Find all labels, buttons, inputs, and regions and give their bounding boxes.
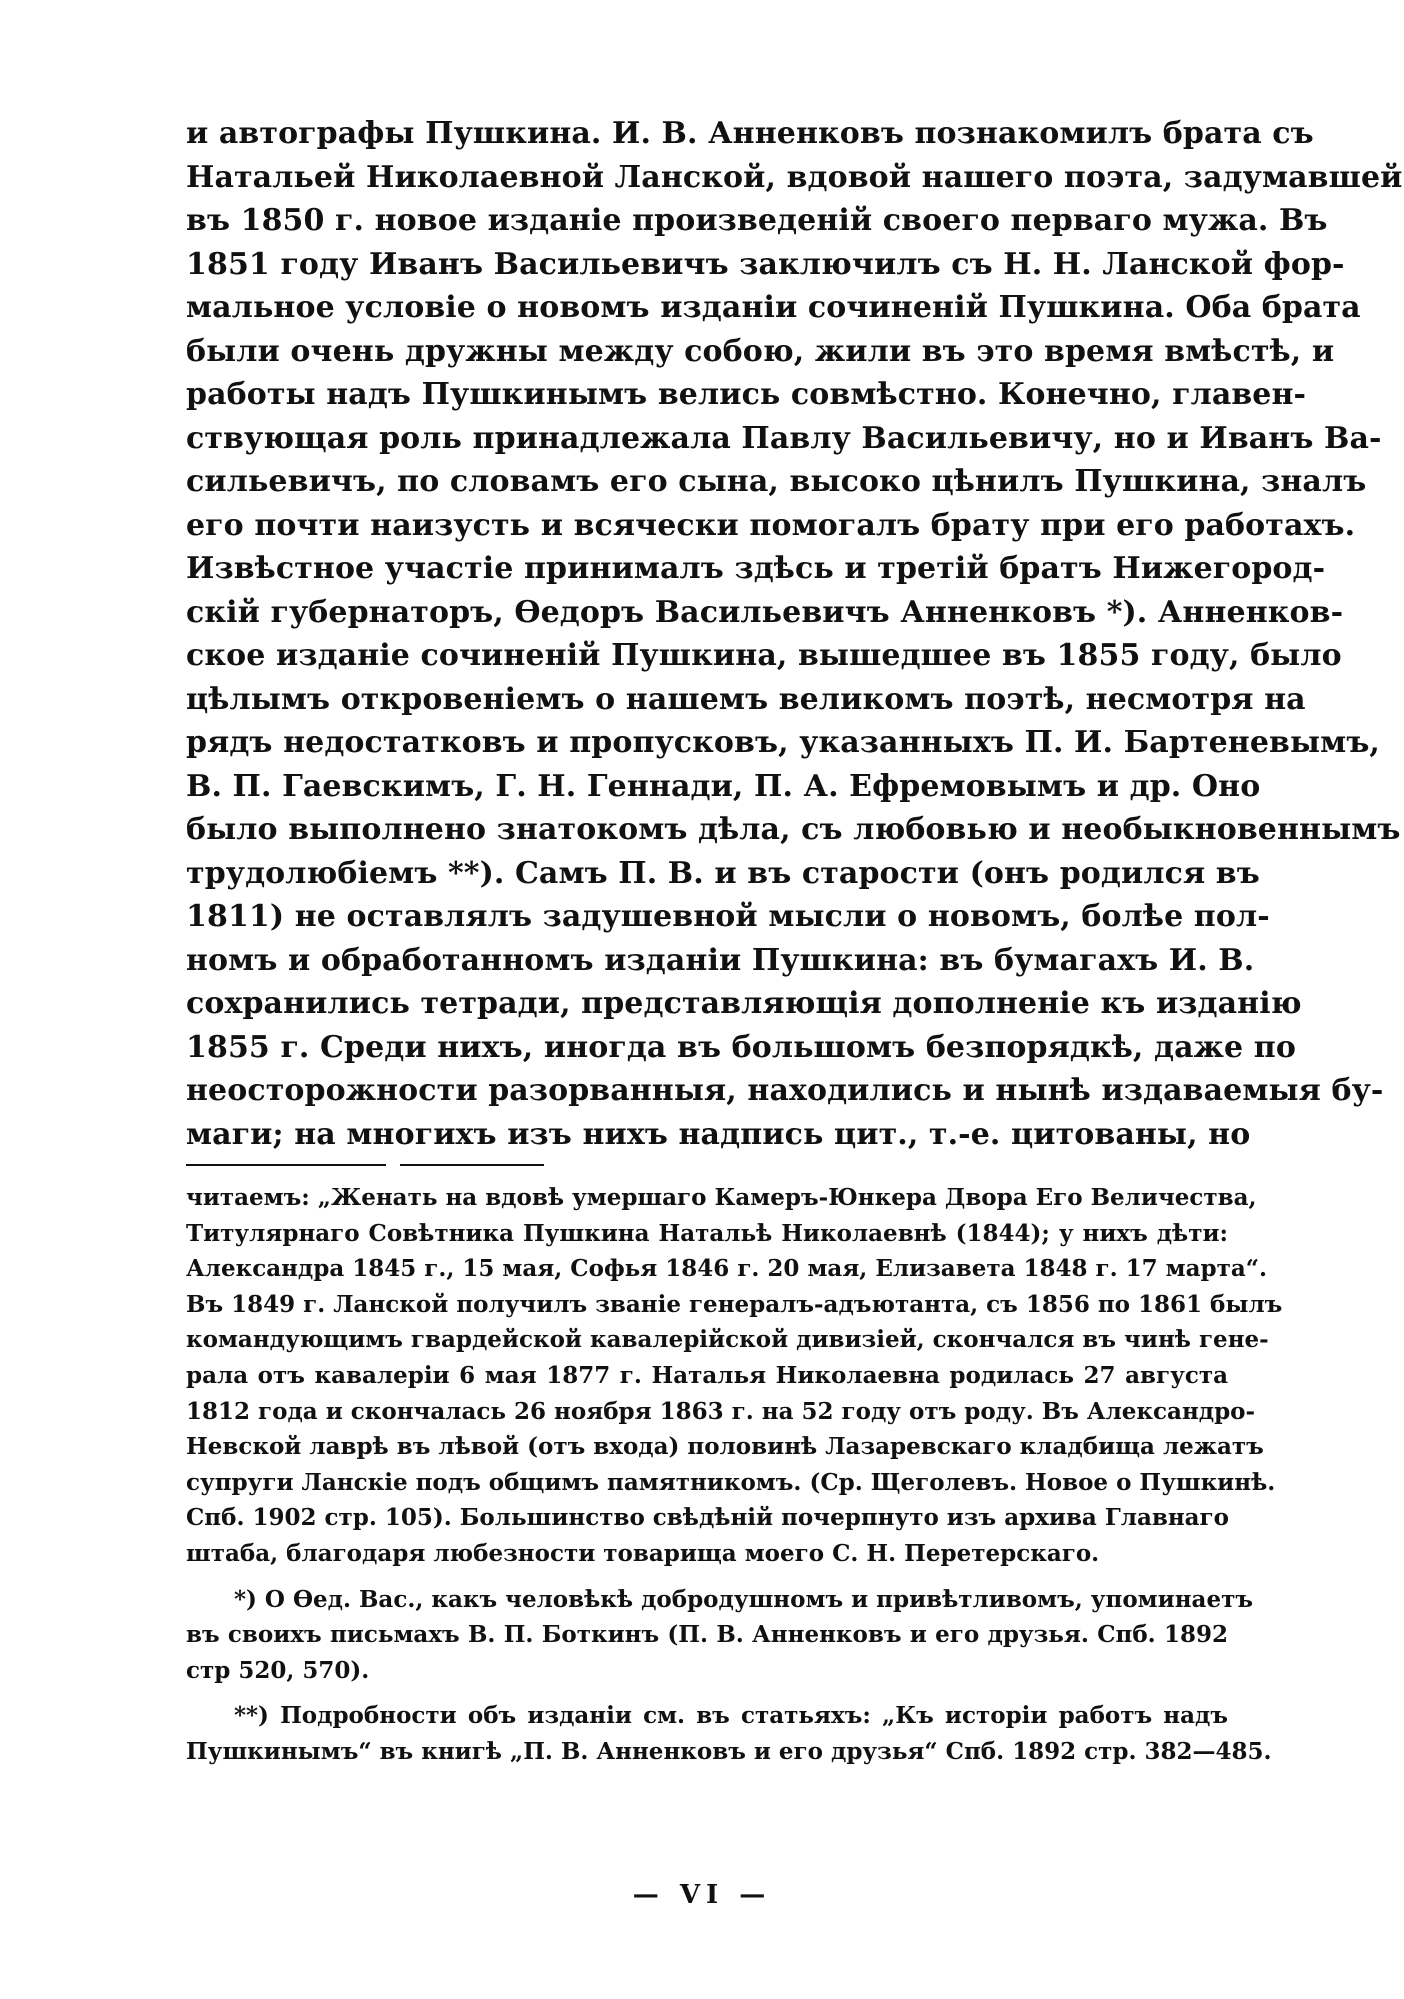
footnote-line: Александра 1845 г., 15 мая, Софья 1846 г. 20 мая, Елизавета 1848 г. 17 марта“.	[186, 1255, 1267, 1283]
text-line: маги; на многихъ изъ нихъ надпись цит., т.-е. цитованы, но	[186, 1116, 1251, 1152]
text-line: сохранились тетради, представляющія дополненіе къ изданію	[186, 986, 1302, 1021]
footnote-line: Невской лаврѣ въ лѣвой (отъ входа) половинѣ Лазаревскаго кладбища лежатъ	[186, 1433, 1264, 1461]
footnote-line: штаба, благодаря любезности товарища моего С. Н. Перетерскаго.	[186, 1539, 1100, 1567]
text-line: и автографы Пушкина. И. В. Анненковъ познакомилъ брата съ	[186, 116, 1314, 151]
page-number: — VI —	[632, 1880, 772, 1910]
footnote-1-line: стр 520, 570).	[186, 1656, 370, 1684]
text-line: 1855 г. Среди нихъ, иногда въ большомъ безпорядкѣ, даже по	[186, 1029, 1296, 1065]
footnote-line: Въ 1849 г. Ланской получилъ званіе генералъ-адъютанта, съ 1856 по 1861 былъ	[186, 1290, 1283, 1318]
text-line: въ 1850 г. новое изданіе произведеній своего перваго мужа. Въ	[186, 203, 1328, 238]
separator-rule	[400, 1164, 544, 1166]
main-text	[186, 112, 1403, 1156]
footnote-separator	[186, 1164, 546, 1170]
footnote-1-line: въ своихъ письмахъ В. П. Боткинъ (П. В. Анненковъ и его друзья. Спб. 1892	[186, 1621, 1228, 1649]
text-line: были очень дружны между собою, жили въ это время вмѣстѣ, и	[186, 333, 1335, 369]
footnotes	[186, 1180, 1283, 1770]
text-line: рядъ недостатковъ и пропусковъ, указанныхъ П. И. Бартеневымъ,	[186, 725, 1380, 760]
footnote-gap	[186, 1688, 1228, 1698]
text-line: неосторожности разорванныя, находились и нынѣ издаваемыя бу-	[186, 1073, 1384, 1108]
text-line: ское изданіе сочиненій Пушкина, вышедшее въ 1855 году, было	[186, 638, 1342, 673]
text-line: сильевичъ, по словамъ его сына, высоко цѣнилъ Пушкина, зналъ	[186, 464, 1367, 499]
footnote-line: командующимъ гвардейской кавалерійской дивизіей, скончался въ чинѣ гене-	[186, 1326, 1269, 1354]
footnote-1-line: *) О Ѳед. Вас., какъ человѣкѣ добродушномъ и привѣтливомъ, упоминаетъ	[234, 1585, 1253, 1613]
text-line: номъ и обработанномъ изданіи Пушкина: въ бумагахъ И. В.	[186, 942, 1255, 978]
text-line: 1851 году Иванъ Васильевичъ заключилъ съ Н. Н. Ланской фор-	[186, 246, 1345, 282]
footnote-2-line: Пушкинымъ“ въ книгѣ „П. В. Анненковъ и его друзья“ Спб. 1892 стр. 382—485.	[186, 1737, 1272, 1765]
footnote-line: рала отъ кавалеріи 6 мая 1877 г. Наталья Николаевна родилась 27 августа	[186, 1361, 1228, 1389]
text-line: трудолюбіемъ **). Самъ П. В. и въ старости (онъ родился въ	[186, 855, 1260, 891]
text-line: Извѣстное участіе принималъ здѣсь и третій братъ Нижегород-	[186, 551, 1326, 586]
text-line: скій губернаторъ, Ѳедоръ Васильевичъ Анненковъ *). Анненков-	[186, 594, 1344, 630]
text-line: В. П. Гаевскимъ, Г. Н. Геннади, П. А. Ефремовымъ и др. Оно	[186, 768, 1261, 804]
text-line: Натальей Николаевной Ланской, вдовой нашего поэта, задумавшей	[186, 159, 1403, 195]
text-line: мальное условіе о новомъ изданіи сочиненій Пушкина. Оба брата	[186, 290, 1361, 325]
footnote-line: читаемъ: „Женать на вдовѣ умершаго Камеръ-Юнкера Двора Его Величества,	[186, 1184, 1257, 1211]
footnote-line: 1812 года и скончалась 26 ноября 1863 г. на 52 году отъ роду. Въ Александро-	[186, 1397, 1256, 1425]
footnote-line: Спб. 1902 стр. 105). Большинство свѣдѣній почерпнуто изъ архива Главнаго	[186, 1504, 1229, 1532]
text-line: работы надъ Пушкинымъ велись совмѣстно. Конечно, главен-	[186, 377, 1307, 412]
separator-rule	[186, 1164, 386, 1166]
footnote-line: Титулярнаго Совѣтника Пушкина Натальѣ Николаевнѣ (1844); у нихъ дѣти:	[186, 1219, 1228, 1247]
footnote-line: супруги Ланскіе подъ общимъ памятникомъ. (Ср. Щеголевъ. Новое о Пушкинѣ.	[186, 1468, 1276, 1496]
footnote-2-line: **) Подробности объ изданіи см. въ статьяхъ: „Къ исторіи работъ надъ	[234, 1702, 1228, 1730]
footnote-gap	[186, 1572, 1228, 1582]
text-line: его почти наизусть и всячески помогалъ брату при его работахъ.	[186, 507, 1356, 543]
text-line: ствующая роль принадлежала Павлу Васильевичу, но и Иванъ Ва-	[186, 420, 1382, 456]
text-line: 1811) не оставлялъ задушевной мысли о новомъ, болѣе пол-	[186, 899, 1270, 934]
text-line: было выполнено знатокомъ дѣла, съ любовью и необыкновеннымъ	[186, 812, 1401, 847]
text-line: цѣлымъ откровеніемъ о нашемъ великомъ поэтѣ, несмотря на	[186, 681, 1306, 717]
